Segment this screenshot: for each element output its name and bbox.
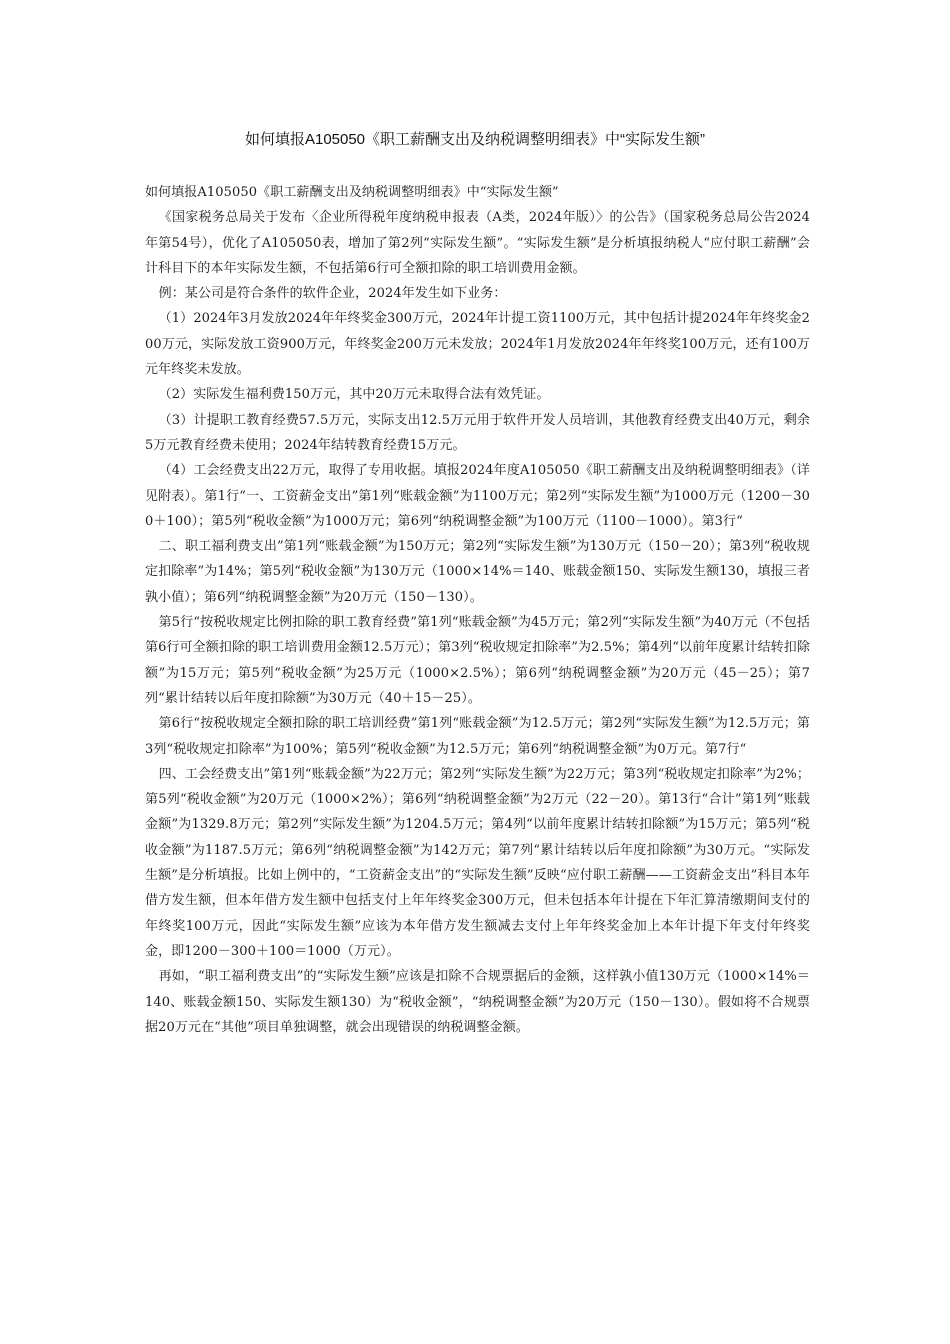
body-paragraph: 四、工会经费支出”第1列“账载金额”为22万元；第2列“实际发生额”为22万元；第3列“税收规定扣除率”为2%；第5列“税收金额”为20万元（1000×2%）；第6列“纳税调整金额”为2万元（22－20）。第13行“合计”第1列“账载金额”为1329.8万元；第2列“实际发生额”为1204.5万元；第4列“以前年度累计结转扣除额”为15万元；第5列“税收金额”为1187.5万元；第6列“纳税调整金额”为142万元；第7列“累计结转以后年度扣除额”为30万元。“实际发生额”是分析填报。比如上例中的，“工资薪金支出”的“实际发生额”反映“应付职工薪酬——工资薪金支出”科目本年借方发生额，但本年借方发生额中包括支付上年年终奖金300万元，但未包括本年计提在下年汇算清缴期间支付的年终奖100万元，因此“实际发生额”应该为本年借方发生额减去支付上年年终奖金加上本年计提下年支付年终奖金，即1200－300＋100＝1000（万元）。	[145, 766, 810, 959]
body-paragraph: （3）计提职工教育经费57.5万元，实际支出12.5万元用于软件开发人员培训，其他教育经费支出40万元，剩余5万元教育经费未使用；2024年结转教育经费15万元。	[145, 412, 810, 453]
body-paragraph: 二、职工福利费支出”第1列“账载金额”为150万元；第2列“实际发生额”为130万元（150－20）；第3列“税收规定扣除率”为14%；第5列“税收金额”为130万元（1000×14%＝140、账载金额150、实际发生额130，填报三者孰小值）；第6列“纳税调整金额”为20万元（150－130）。	[145, 539, 810, 605]
body-paragraph: （2）实际发生福利费150万元，其中20万元未取得合法有效凭证。	[158, 387, 550, 403]
body-paragraph: 《国家税务总局关于发布〈企业所得税年度纳税申报表（A类，2024年版）〉的公告》（国家税务总局公告2024年第54号），优化了A105050表，增加了第2列“实际发生额”。“实际发生额”是分析填报纳税人“应付职工薪酬”会计科目下的本年实际发生额，不包括第6行可全额扣除的职工培训费用金额。	[145, 210, 810, 276]
body-paragraph: （4）工会经费支出22万元，取得了专用收据。填报2024年度A105050《职工薪酬支出及纳税调整明细表》（详见附表）。第1行“一、工资薪金支出”第1列“账载金额”为1100万元；第2列“实际发生额”为1000万元（1200－300＋100）；第5列“税收金额”为1000万元；第6列“纳税调整金额”为100万元（1100－1000）。第3行“	[145, 463, 810, 529]
document-body	[145, 180, 810, 1040]
body-paragraph: 例：某公司是符合条件的软件企业，2024年发生如下业务：	[158, 286, 507, 302]
body-paragraph: 第5行“按税收规定比例扣除的职工教育经费”第1列“账载金额”为45万元；第2列“实际发生额”为40万元（不包括第6行可全额扣除的职工培训费用金额12.5万元）；第3列“税收规定扣除率”为2.5%；第4列“以前年度累计结转扣除额”为15万元；第5列“税收金额”为25万元（1000×2.5%）；第6列“纳税调整金额”为20万元（45－25）；第7列“累计结转以后年度扣除额”为30万元（40＋15－25）。	[145, 615, 810, 706]
body-paragraph: 再如，“职工福利费支出”的“实际发生额”应该是扣除不合规票据后的金额，这样孰小值130万元（1000×14%＝140、账载金额150、实际发生额130）为“税收金额”，“纳税调整金额”为20万元（150－130）。假如将不合规票据20万元在“其他”项目单独调整，就会出现错误的纳税调整金额。	[145, 969, 810, 1035]
body-paragraph: 第6行“按税收规定全额扣除的职工培训经费”第1列“账载金额”为12.5万元；第2列“实际发生额”为12.5万元；第3列“税收规定扣除率”为100%；第5列“税收金额”为12.5万元；第6列“纳税调整金额”为0万元。第7行“	[145, 716, 810, 757]
body-heading-paragraph: 如何填报A105050《职工薪酬支出及纳税调整明细表》中“实际发生额”	[145, 185, 559, 200]
document-title: 如何填报A105050《职工薪酬支出及纳税调整明细表》中“实际发生额”	[244, 131, 706, 148]
body-paragraph: （1）2024年3月发放2024年年终奖金300万元，2024年计提工资1100万元，其中包括计提2024年年终奖金200万元，实际发放工资900万元，年终奖金200万元未发放；2024年1月发放2024年年终奖100万元，还有100万元年终奖未发放。	[145, 311, 810, 378]
